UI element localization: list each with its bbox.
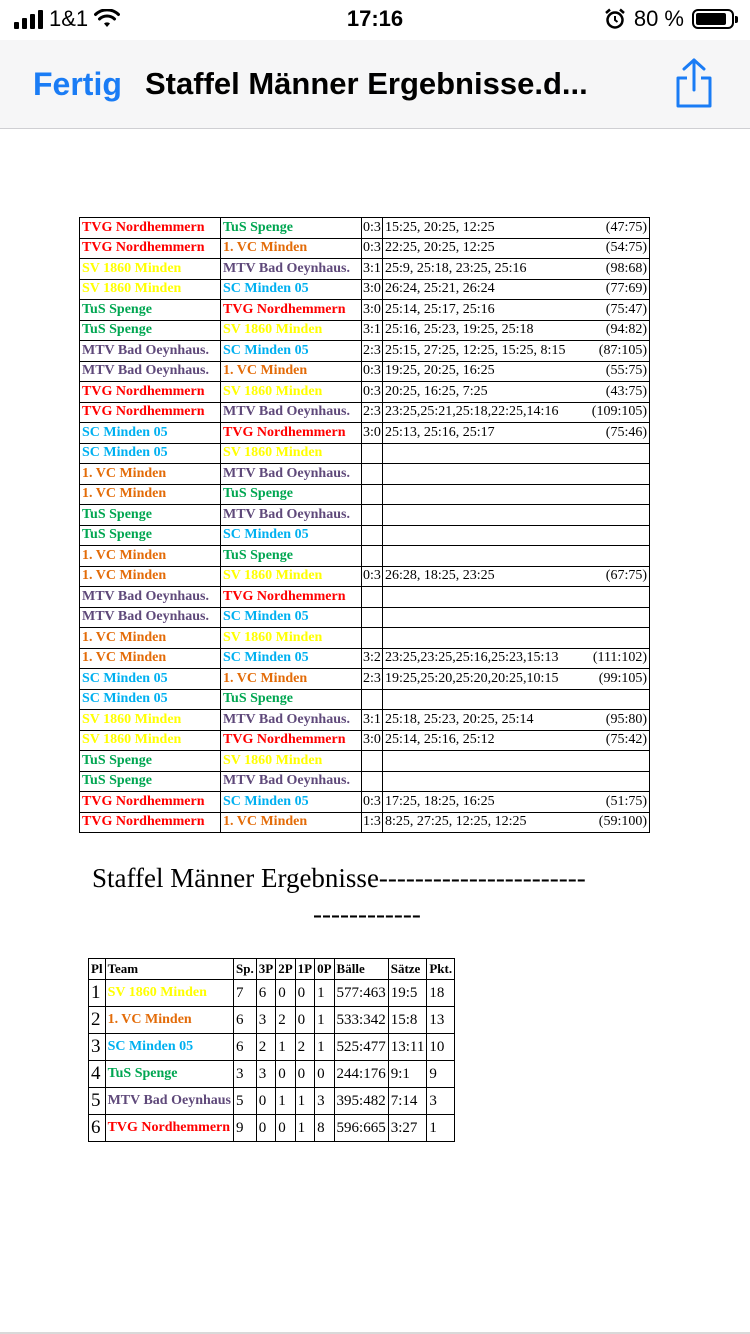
set-results bbox=[383, 607, 650, 628]
home-team: TVG Nordhemmern bbox=[80, 238, 221, 259]
match-row bbox=[80, 259, 650, 280]
match-row bbox=[80, 812, 650, 833]
away-team: MTV Bad Oeynhaus. bbox=[221, 259, 362, 280]
home-team: TVG Nordhemmern bbox=[80, 812, 221, 833]
away-team: TuS Spenge bbox=[221, 546, 362, 567]
home-team: MTV Bad Oeynhaus. bbox=[80, 587, 221, 608]
set-scores: 25:15, 27:25, 12:25, 15:25, 8:15 bbox=[385, 342, 566, 358]
ball-points: (67:75) bbox=[605, 568, 647, 584]
match-score bbox=[362, 505, 383, 526]
set-results bbox=[383, 443, 650, 464]
clock: 17:16 bbox=[346, 6, 404, 31]
points-2: 0 bbox=[276, 1061, 295, 1088]
points-1: 1 bbox=[295, 1088, 314, 1115]
points-2: 1 bbox=[276, 1034, 295, 1061]
team-name: SC Minden 05 bbox=[105, 1034, 233, 1061]
set-scores: 25:14, 25:16, 25:12 bbox=[385, 732, 495, 748]
home-team: SV 1860 Minden bbox=[80, 279, 221, 300]
set-results bbox=[383, 423, 650, 444]
set-results bbox=[383, 279, 650, 300]
points-0: 1 bbox=[315, 1034, 334, 1061]
games: 6 bbox=[234, 1007, 257, 1034]
away-team: TVG Nordhemmern bbox=[221, 730, 362, 751]
ball-points: (47:75) bbox=[605, 219, 647, 235]
set-results bbox=[383, 382, 650, 403]
standings-row bbox=[89, 1061, 455, 1088]
away-team: MTV Bad Oeynhaus. bbox=[221, 402, 362, 423]
games: 6 bbox=[234, 1034, 257, 1061]
sets: 9:1 bbox=[388, 1061, 427, 1088]
sets: 3:27 bbox=[388, 1115, 427, 1142]
points-1: 0 bbox=[295, 1007, 314, 1034]
status-right bbox=[604, 6, 734, 32]
ball-points: (59:100) bbox=[598, 814, 647, 830]
set-results bbox=[383, 238, 650, 259]
column-header: 0P bbox=[315, 959, 334, 980]
done-button[interactable]: Fertig bbox=[33, 66, 122, 102]
set-results bbox=[383, 546, 650, 567]
set-scores: 25:16, 25:23, 19:25, 25:18 bbox=[385, 322, 534, 338]
home-team: SV 1860 Minden bbox=[80, 730, 221, 751]
away-team: SC Minden 05 bbox=[221, 341, 362, 362]
home-team: SV 1860 Minden bbox=[80, 710, 221, 731]
ball-points: (75:46) bbox=[605, 424, 647, 440]
away-team: SC Minden 05 bbox=[221, 648, 362, 669]
document-heading: Staffel Männer Ergebnisse----------------------- bbox=[92, 863, 586, 893]
match-score: 3:0 bbox=[362, 279, 383, 300]
place: 6 bbox=[89, 1115, 106, 1142]
games: 7 bbox=[234, 980, 257, 1007]
set-results bbox=[383, 484, 650, 505]
ball-points: (99:105) bbox=[598, 670, 647, 686]
home-team: TVG Nordhemmern bbox=[80, 382, 221, 403]
share-icon[interactable] bbox=[672, 58, 716, 110]
match-row bbox=[80, 689, 650, 710]
match-score: 3:0 bbox=[362, 300, 383, 321]
home-team: SC Minden 05 bbox=[80, 669, 221, 690]
match-row bbox=[80, 218, 650, 239]
sets: 15:8 bbox=[388, 1007, 427, 1034]
ball-points: (111:102) bbox=[592, 650, 647, 666]
home-team: TVG Nordhemmern bbox=[80, 792, 221, 813]
ball-points: (87:105) bbox=[598, 342, 647, 358]
match-row bbox=[80, 607, 650, 628]
standings-row bbox=[89, 1088, 455, 1115]
column-header: Bälle bbox=[334, 959, 388, 980]
set-scores: 19:25, 20:25, 16:25 bbox=[385, 363, 495, 379]
set-scores: 25:14, 25:17, 25:16 bbox=[385, 301, 495, 317]
points-2: 1 bbox=[276, 1088, 295, 1115]
match-score: 0:3 bbox=[362, 218, 383, 239]
set-scores: 8:25, 27:25, 12:25, 12:25 bbox=[385, 814, 527, 830]
away-team: 1. VC Minden bbox=[221, 812, 362, 833]
place: 2 bbox=[89, 1007, 106, 1034]
home-team: TVG Nordhemmern bbox=[80, 402, 221, 423]
place: 3 bbox=[89, 1034, 106, 1061]
match-row bbox=[80, 402, 650, 423]
set-results bbox=[383, 587, 650, 608]
match-row bbox=[80, 341, 650, 362]
home-team: SC Minden 05 bbox=[80, 423, 221, 444]
column-header: Team bbox=[105, 959, 233, 980]
total-points: 3 bbox=[427, 1088, 455, 1115]
away-team: MTV Bad Oeynhaus. bbox=[221, 464, 362, 485]
away-team: SV 1860 Minden bbox=[221, 443, 362, 464]
away-team: SC Minden 05 bbox=[221, 607, 362, 628]
column-header: Sätze bbox=[388, 959, 427, 980]
away-team: SV 1860 Minden bbox=[221, 566, 362, 587]
away-team: 1. VC Minden bbox=[221, 238, 362, 259]
away-team: SC Minden 05 bbox=[221, 525, 362, 546]
total-points: 1 bbox=[427, 1115, 455, 1142]
points-0: 8 bbox=[315, 1115, 334, 1142]
ball-points: (98:68) bbox=[605, 260, 647, 276]
ball-points: (95:80) bbox=[605, 711, 647, 727]
home-team: SC Minden 05 bbox=[80, 443, 221, 464]
points-2: 2 bbox=[276, 1007, 295, 1034]
match-row bbox=[80, 648, 650, 669]
home-team: TuS Spenge bbox=[80, 751, 221, 772]
home-team: TuS Spenge bbox=[80, 300, 221, 321]
match-row bbox=[80, 525, 650, 546]
match-score bbox=[362, 751, 383, 772]
document-viewer[interactable] bbox=[0, 129, 750, 1334]
team-name: TVG Nordhemmern bbox=[105, 1115, 233, 1142]
battery-percent: 80 % bbox=[633, 6, 684, 31]
match-row bbox=[80, 423, 650, 444]
points-0: 1 bbox=[315, 1007, 334, 1034]
set-results bbox=[383, 361, 650, 382]
set-scores: 25:13, 25:16, 25:17 bbox=[385, 424, 495, 440]
away-team: TVG Nordhemmern bbox=[221, 423, 362, 444]
ball-points: (109:105) bbox=[591, 404, 647, 420]
match-score: 3:1 bbox=[362, 710, 383, 731]
results-table bbox=[79, 217, 650, 833]
home-team: TuS Spenge bbox=[80, 505, 221, 526]
match-score bbox=[362, 628, 383, 649]
match-row bbox=[80, 238, 650, 259]
away-team: SV 1860 Minden bbox=[221, 320, 362, 341]
match-score: 3:0 bbox=[362, 730, 383, 751]
away-team: TuS Spenge bbox=[221, 689, 362, 710]
match-row bbox=[80, 464, 650, 485]
set-results bbox=[383, 751, 650, 772]
set-results bbox=[383, 300, 650, 321]
set-scores: 25:9, 25:18, 23:25, 25:16 bbox=[385, 260, 527, 276]
match-score bbox=[362, 587, 383, 608]
standings-row bbox=[89, 980, 455, 1007]
document-heading-continued: ------------ bbox=[313, 899, 421, 929]
team-name: SV 1860 Minden bbox=[105, 980, 233, 1007]
match-score bbox=[362, 525, 383, 546]
balls: 244:176 bbox=[334, 1061, 388, 1088]
ball-points: (51:75) bbox=[605, 793, 647, 809]
games: 9 bbox=[234, 1115, 257, 1142]
match-score: 3:1 bbox=[362, 259, 383, 280]
match-score: 3:0 bbox=[362, 423, 383, 444]
points-3: 2 bbox=[256, 1034, 275, 1061]
match-row bbox=[80, 382, 650, 403]
points-0: 3 bbox=[315, 1088, 334, 1115]
set-results bbox=[383, 218, 650, 239]
games: 3 bbox=[234, 1061, 257, 1088]
away-team: 1. VC Minden bbox=[221, 361, 362, 382]
home-team: 1. VC Minden bbox=[80, 546, 221, 567]
ball-points: (77:69) bbox=[605, 281, 647, 297]
set-results bbox=[383, 320, 650, 341]
set-results bbox=[383, 402, 650, 423]
team-name: MTV Bad Oeynhaus bbox=[105, 1088, 233, 1115]
away-team: 1. VC Minden bbox=[221, 669, 362, 690]
away-team: SC Minden 05 bbox=[221, 792, 362, 813]
set-results bbox=[383, 648, 650, 669]
match-row bbox=[80, 443, 650, 464]
home-team: 1. VC Minden bbox=[80, 484, 221, 505]
home-team: SC Minden 05 bbox=[80, 689, 221, 710]
sets: 19:5 bbox=[388, 980, 427, 1007]
match-row bbox=[80, 771, 650, 792]
match-row bbox=[80, 587, 650, 608]
away-team: SV 1860 Minden bbox=[221, 751, 362, 772]
sets: 13:11 bbox=[388, 1034, 427, 1061]
match-row bbox=[80, 505, 650, 526]
match-row bbox=[80, 792, 650, 813]
standings-table bbox=[88, 958, 455, 1142]
set-scores: 26:24, 25:21, 26:24 bbox=[385, 281, 495, 297]
ball-points: (54:75) bbox=[605, 240, 647, 256]
set-results bbox=[383, 771, 650, 792]
total-points: 13 bbox=[427, 1007, 455, 1034]
away-team: TVG Nordhemmern bbox=[221, 300, 362, 321]
match-score: 3:1 bbox=[362, 320, 383, 341]
set-results bbox=[383, 812, 650, 833]
set-scores: 23:25,25:21,25:18,22:25,14:16 bbox=[385, 404, 559, 420]
points-3: 3 bbox=[256, 1061, 275, 1088]
set-results bbox=[383, 628, 650, 649]
match-score: 1:3 bbox=[362, 812, 383, 833]
set-scores: 26:28, 18:25, 23:25 bbox=[385, 568, 495, 584]
balls: 533:342 bbox=[334, 1007, 388, 1034]
points-0: 1 bbox=[315, 980, 334, 1007]
home-team: SV 1860 Minden bbox=[80, 259, 221, 280]
column-header: 2P bbox=[276, 959, 295, 980]
column-header: 1P bbox=[295, 959, 314, 980]
set-results bbox=[383, 710, 650, 731]
away-team: SC Minden 05 bbox=[221, 279, 362, 300]
navigation-bar bbox=[0, 40, 750, 129]
set-scores: 25:18, 25:23, 20:25, 25:14 bbox=[385, 711, 534, 727]
away-team: TuS Spenge bbox=[221, 218, 362, 239]
set-results bbox=[383, 341, 650, 362]
points-3: 0 bbox=[256, 1115, 275, 1142]
match-row bbox=[80, 730, 650, 751]
set-results bbox=[383, 464, 650, 485]
away-team: TuS Spenge bbox=[221, 484, 362, 505]
standings-row bbox=[89, 1007, 455, 1034]
match-row bbox=[80, 710, 650, 731]
match-row bbox=[80, 669, 650, 690]
home-team: 1. VC Minden bbox=[80, 464, 221, 485]
ball-points: (43:75) bbox=[605, 383, 647, 399]
balls: 596:665 bbox=[334, 1115, 388, 1142]
standings-row bbox=[89, 1115, 455, 1142]
match-score: 3:2 bbox=[362, 648, 383, 669]
document-title: Staffel Männer Ergebnisse.d... bbox=[145, 66, 588, 101]
team-name: TuS Spenge bbox=[105, 1061, 233, 1088]
set-scores: 17:25, 18:25, 16:25 bbox=[385, 793, 495, 809]
home-team: MTV Bad Oeynhaus. bbox=[80, 607, 221, 628]
balls: 577:463 bbox=[334, 980, 388, 1007]
column-header: 3P bbox=[256, 959, 275, 980]
match-score bbox=[362, 443, 383, 464]
points-1: 0 bbox=[295, 1061, 314, 1088]
match-row bbox=[80, 484, 650, 505]
team-name: 1. VC Minden bbox=[105, 1007, 233, 1034]
away-team: SV 1860 Minden bbox=[221, 628, 362, 649]
match-row bbox=[80, 751, 650, 772]
sets: 7:14 bbox=[388, 1088, 427, 1115]
match-score bbox=[362, 546, 383, 567]
set-results bbox=[383, 566, 650, 587]
away-team: MTV Bad Oeynhaus. bbox=[221, 771, 362, 792]
match-score bbox=[362, 464, 383, 485]
match-score: 0:3 bbox=[362, 361, 383, 382]
set-scores: 23:25,23:25,25:16,25:23,15:13 bbox=[385, 650, 559, 666]
home-team: MTV Bad Oeynhaus. bbox=[80, 341, 221, 362]
battery-icon bbox=[692, 9, 734, 29]
set-scores: 22:25, 20:25, 12:25 bbox=[385, 240, 495, 256]
total-points: 10 bbox=[427, 1034, 455, 1061]
match-score: 0:3 bbox=[362, 566, 383, 587]
ball-points: (75:42) bbox=[605, 732, 647, 748]
games: 5 bbox=[234, 1088, 257, 1115]
away-team: TVG Nordhemmern bbox=[221, 587, 362, 608]
away-team: MTV Bad Oeynhaus. bbox=[221, 710, 362, 731]
match-score: 2:3 bbox=[362, 669, 383, 690]
match-row bbox=[80, 279, 650, 300]
home-team: 1. VC Minden bbox=[80, 566, 221, 587]
away-team: SV 1860 Minden bbox=[221, 382, 362, 403]
ball-points: (55:75) bbox=[605, 363, 647, 379]
column-header: Sp. bbox=[234, 959, 257, 980]
points-1: 0 bbox=[295, 980, 314, 1007]
carrier-label: 1&1 bbox=[49, 6, 89, 31]
total-points: 9 bbox=[427, 1061, 455, 1088]
total-points: 18 bbox=[427, 980, 455, 1007]
home-team: TuS Spenge bbox=[80, 525, 221, 546]
column-header: Pl bbox=[89, 959, 106, 980]
home-team: MTV Bad Oeynhaus. bbox=[80, 361, 221, 382]
set-results bbox=[383, 730, 650, 751]
home-team: 1. VC Minden bbox=[80, 628, 221, 649]
points-1: 2 bbox=[295, 1034, 314, 1061]
points-3: 0 bbox=[256, 1088, 275, 1115]
set-scores: 20:25, 16:25, 7:25 bbox=[385, 383, 488, 399]
match-row bbox=[80, 628, 650, 649]
points-1: 1 bbox=[295, 1115, 314, 1142]
set-scores: 19:25,25:20,25:20,20:25,10:15 bbox=[385, 670, 559, 686]
match-row bbox=[80, 361, 650, 382]
set-results bbox=[383, 525, 650, 546]
points-3: 6 bbox=[256, 980, 275, 1007]
alarm-icon bbox=[604, 8, 626, 30]
points-3: 3 bbox=[256, 1007, 275, 1034]
set-results bbox=[383, 669, 650, 690]
place: 1 bbox=[89, 980, 106, 1007]
set-results bbox=[383, 792, 650, 813]
ball-points: (94:82) bbox=[605, 322, 647, 338]
away-team: MTV Bad Oeynhaus. bbox=[221, 505, 362, 526]
match-row bbox=[80, 566, 650, 587]
ball-points: (75:47) bbox=[605, 301, 647, 317]
points-0: 0 bbox=[315, 1061, 334, 1088]
match-score: 2:3 bbox=[362, 341, 383, 362]
match-score: 0:3 bbox=[362, 792, 383, 813]
balls: 525:477 bbox=[334, 1034, 388, 1061]
home-team: TuS Spenge bbox=[80, 771, 221, 792]
match-row bbox=[80, 320, 650, 341]
home-team: TVG Nordhemmern bbox=[80, 218, 221, 239]
match-score bbox=[362, 689, 383, 710]
balls: 395:482 bbox=[334, 1088, 388, 1115]
match-score bbox=[362, 484, 383, 505]
set-results bbox=[383, 259, 650, 280]
home-team: 1. VC Minden bbox=[80, 648, 221, 669]
status-bar bbox=[0, 0, 750, 40]
match-row bbox=[80, 546, 650, 567]
points-2: 0 bbox=[276, 980, 295, 1007]
match-score: 0:3 bbox=[362, 238, 383, 259]
points-2: 0 bbox=[276, 1115, 295, 1142]
match-score bbox=[362, 771, 383, 792]
set-scores: 15:25, 20:25, 12:25 bbox=[385, 219, 495, 235]
place: 5 bbox=[89, 1088, 106, 1115]
match-score: 2:3 bbox=[362, 402, 383, 423]
standings-row bbox=[89, 1034, 455, 1061]
column-header: Pkt. bbox=[427, 959, 455, 980]
set-results bbox=[383, 505, 650, 526]
place: 4 bbox=[89, 1061, 106, 1088]
set-results bbox=[383, 689, 650, 710]
home-team: TuS Spenge bbox=[80, 320, 221, 341]
match-score bbox=[362, 607, 383, 628]
match-score: 0:3 bbox=[362, 382, 383, 403]
match-row bbox=[80, 300, 650, 321]
